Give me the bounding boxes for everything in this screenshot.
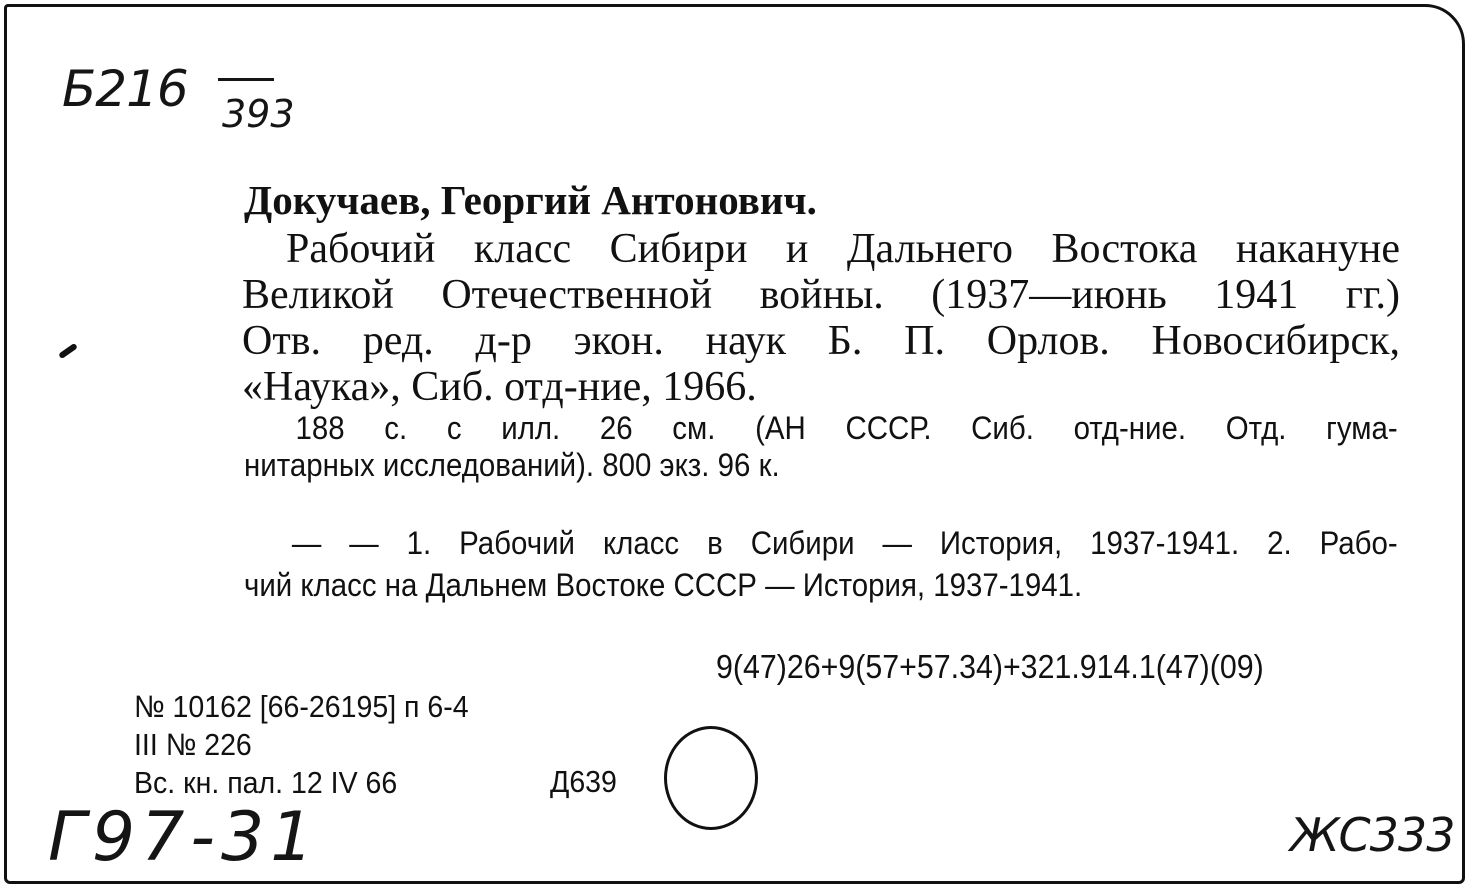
meta-line: III № 226 xyxy=(134,727,252,762)
collation-line: 188 с. с илл. 26 см. (АН СССР. Сиб. отд-ние. Отд. гума- xyxy=(295,410,1398,446)
circle-stamp xyxy=(664,726,758,830)
classification-code: 9(47)26+9(57+57.34)+321.914.1(47)(09) xyxy=(716,648,1264,685)
title-line: Рабочий класс Сибири и Дальнего Востока накануне xyxy=(286,226,1400,272)
shelfmark-fraction-line xyxy=(218,78,274,81)
shelfmark-sub-handwritten: 393 xyxy=(222,92,295,136)
title-block xyxy=(242,226,1400,410)
collation-block xyxy=(244,410,1398,484)
title-line: «Наука», Сиб. отд-ние, 1966. xyxy=(242,364,757,410)
handwritten-number-right: ЖС333 xyxy=(1290,808,1455,862)
meta-line: № 10162 [66-26195] п 6-4 xyxy=(134,689,469,724)
subject-headings xyxy=(244,522,1398,606)
subject-line: — — 1. Рабочий класс в Сибири — История, 1937-1941. 2. Рабо- xyxy=(291,525,1398,561)
d-code: Д639 xyxy=(550,764,617,799)
collation-line: нитарных исследований). 800 экз. 96 к. xyxy=(244,447,780,483)
card-meta xyxy=(134,688,469,802)
title-line: Отв. ред. д-р экон. наук Б. П. Орлов. Новосибирск, xyxy=(242,318,1400,364)
title-line: Великой Отечественной войны. (1937—июнь 1941 гг.) xyxy=(242,272,1400,318)
subject-line: чий класс на Дальнем Востоке СССР — История, 1937-1941. xyxy=(244,567,1083,603)
meta-line: Вс. кн. пал. 12 IV 66 xyxy=(134,765,398,800)
shelfmark-handwritten: Б216 xyxy=(62,60,188,118)
handwritten-number-left: Г97-31 xyxy=(48,798,320,877)
author-heading: Докучаев, Георгий Антонович. xyxy=(244,177,817,223)
